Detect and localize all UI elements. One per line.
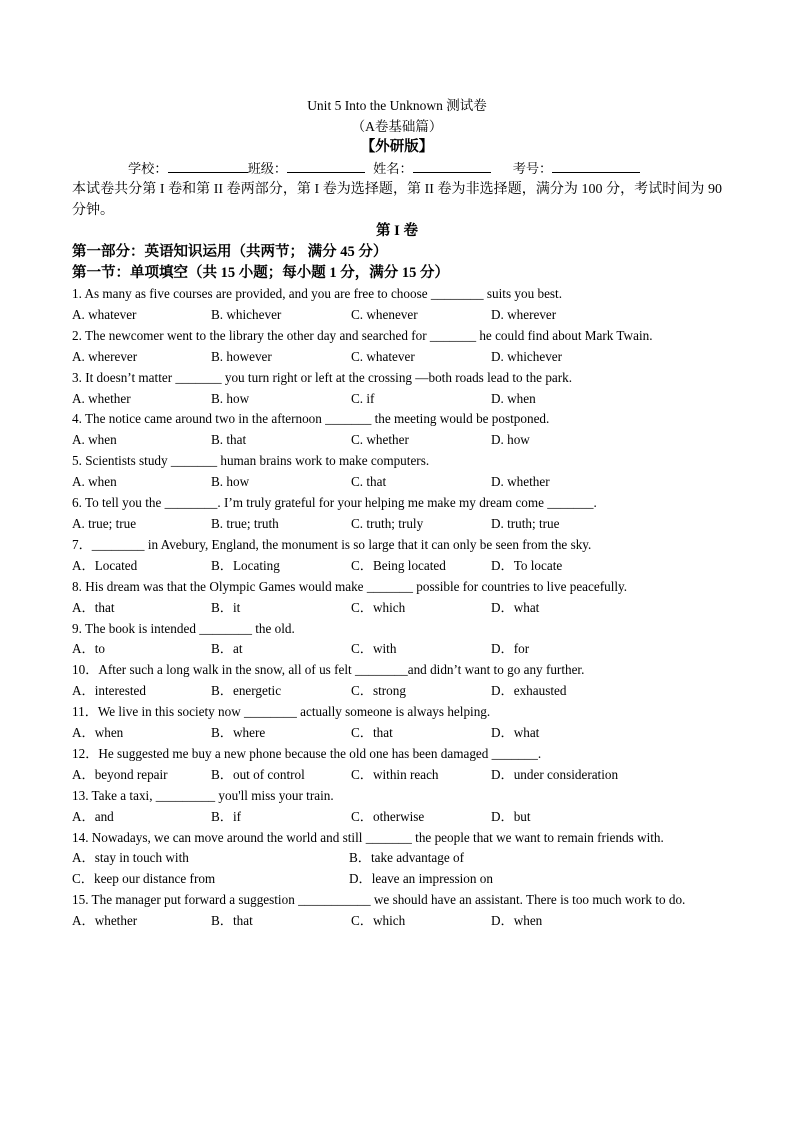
option[interactable]: D. truth; true bbox=[491, 515, 560, 531]
question-stem: 13. Take a taxi, _________ you'll miss your train. bbox=[72, 787, 334, 803]
question-options bbox=[72, 765, 722, 786]
question-options bbox=[72, 472, 722, 493]
question-stem: 6. To tell you the ________. I’m truly grateful for your helping me make my dream come _______. bbox=[72, 495, 597, 511]
option[interactable]: A．whether bbox=[72, 913, 138, 929]
question-options bbox=[72, 347, 722, 368]
class-label: 班级： bbox=[247, 161, 288, 176]
option[interactable]: C. whether bbox=[351, 432, 409, 448]
option[interactable]: A. when bbox=[72, 432, 117, 448]
option[interactable]: A．and bbox=[72, 808, 114, 824]
exam-number-label: 考号： bbox=[512, 161, 553, 176]
option[interactable]: D．for bbox=[491, 641, 530, 657]
option[interactable]: B．it bbox=[211, 599, 241, 615]
section-title: 第一节：单项填空（共 15 小题；每小题 1 分，满分 15 分） bbox=[72, 265, 449, 281]
question-stem: 12．He suggested me buy a new phone because the old one has been damaged _______. bbox=[72, 745, 542, 761]
question-options bbox=[72, 681, 722, 702]
option[interactable]: C. whatever bbox=[351, 348, 415, 364]
question-options bbox=[72, 598, 722, 619]
option[interactable]: C．keep our distance from bbox=[72, 871, 216, 887]
option[interactable]: B. true; truth bbox=[211, 515, 279, 531]
question-stem: 9. The book is intended ________ the old. bbox=[72, 620, 295, 636]
option[interactable]: D．under consideration bbox=[491, 766, 619, 782]
student-info-row bbox=[72, 158, 722, 179]
option[interactable]: D．when bbox=[491, 913, 543, 929]
option[interactable]: D．what bbox=[491, 599, 540, 615]
option[interactable]: C．within reach bbox=[351, 766, 439, 782]
option[interactable]: A. whatever bbox=[72, 306, 137, 322]
question-options bbox=[72, 514, 722, 535]
question-stem: 7．________ in Avebury, England, the monument is so large that it can only be seen from the sky. bbox=[72, 536, 592, 552]
option[interactable]: B. whichever bbox=[211, 306, 282, 322]
option[interactable]: C. truth; truly bbox=[351, 515, 424, 531]
option[interactable]: C．which bbox=[351, 913, 406, 929]
option[interactable]: B. how bbox=[211, 474, 250, 490]
name-label: 姓名： bbox=[373, 161, 413, 176]
option[interactable]: D. wherever bbox=[491, 306, 557, 322]
question-options bbox=[72, 911, 722, 932]
option[interactable]: A．when bbox=[72, 725, 124, 741]
option[interactable]: B．at bbox=[211, 641, 243, 657]
question-options bbox=[72, 848, 722, 890]
option[interactable]: D. how bbox=[491, 432, 530, 448]
option[interactable]: B．where bbox=[211, 725, 266, 741]
question-stem: 8. His dream was that the Olympic Games would make _______ possible for countries to live peacefully. bbox=[72, 578, 628, 594]
question-options bbox=[72, 430, 722, 451]
question-stem: 15. The manager put forward a suggestion ___________ we should have an assistant. There is too much work to do. bbox=[72, 892, 686, 908]
exam-subtitle: （A卷基础篇） bbox=[351, 119, 443, 134]
option[interactable]: D. whichever bbox=[491, 348, 563, 364]
option[interactable]: B．energetic bbox=[211, 683, 282, 699]
option[interactable]: A．beyond repair bbox=[72, 766, 168, 782]
question-stem: 11．We live in this society now ________ actually someone is always helping. bbox=[72, 704, 491, 720]
option[interactable]: A. true; true bbox=[72, 515, 137, 531]
exam-title: Unit 5 Into the Unknown 测试卷 bbox=[307, 98, 487, 113]
question-options bbox=[72, 305, 722, 326]
option[interactable]: D. when bbox=[491, 390, 536, 406]
question-stem: 1. As many as five courses are provided, and you are free to choose ________ suits you best. bbox=[72, 286, 563, 301]
option[interactable]: B. however bbox=[211, 348, 272, 364]
volume-title: 第 I 卷 bbox=[376, 223, 418, 239]
option[interactable]: A．to bbox=[72, 641, 105, 657]
question-stem: 3. It doesn’t matter _______ you turn right or left at the crossing —both roads lead to the park. bbox=[72, 369, 573, 385]
option[interactable]: C．Being located bbox=[351, 557, 446, 573]
option[interactable]: C．that bbox=[351, 725, 393, 741]
option[interactable]: B．Locating bbox=[211, 557, 280, 573]
question-stem: 2. The newcomer went to the library the other day and searched for _______ he could find about Mark Twain. bbox=[72, 327, 653, 343]
question-options bbox=[72, 556, 722, 577]
class-blank[interactable] bbox=[287, 159, 365, 173]
option[interactable]: B．out of control bbox=[211, 766, 305, 782]
option[interactable]: C. that bbox=[351, 474, 387, 490]
option[interactable]: A．Located bbox=[72, 557, 138, 573]
exam-page bbox=[72, 95, 722, 932]
question-stem: 4. The notice came around two in the afternoon _______ the meeting would be postponed. bbox=[72, 411, 550, 427]
option[interactable]: D．what bbox=[491, 725, 540, 741]
option[interactable]: B．take advantage of bbox=[349, 850, 464, 866]
edition-label: 【外研版】 bbox=[360, 139, 434, 155]
option[interactable]: D．exhausted bbox=[491, 683, 567, 699]
option[interactable]: A．interested bbox=[72, 683, 146, 699]
school-blank[interactable] bbox=[168, 159, 248, 173]
option[interactable]: B．that bbox=[211, 913, 253, 929]
option[interactable]: D．leave an impression on bbox=[349, 871, 493, 887]
option[interactable]: B．if bbox=[211, 808, 242, 824]
option[interactable]: D．To locate bbox=[491, 557, 563, 573]
option[interactable]: A. when bbox=[72, 474, 117, 490]
option[interactable]: C. whenever bbox=[351, 306, 418, 322]
option[interactable]: A．that bbox=[72, 599, 115, 615]
option[interactable]: A．stay in touch with bbox=[72, 850, 189, 866]
option[interactable]: A. whether bbox=[72, 390, 131, 406]
question-options bbox=[72, 723, 722, 744]
option[interactable]: C. if bbox=[351, 390, 375, 406]
question-stem: 10．After such a long walk in the snow, all of us felt ________and didn’t want to go any further. bbox=[72, 662, 585, 678]
exam-number-blank[interactable] bbox=[552, 159, 640, 173]
option[interactable]: A. wherever bbox=[72, 348, 138, 364]
option[interactable]: C．strong bbox=[351, 683, 406, 699]
option[interactable]: D. whether bbox=[491, 474, 550, 490]
question-options bbox=[72, 807, 722, 828]
option[interactable]: B. how bbox=[211, 390, 250, 406]
exam-intro: 本试卷共分第 I 卷和第 II 卷两部分，第 I 卷为选择题，第 II 卷为非选择题，满分为 100 分，考试时间为 90 分钟。 bbox=[72, 182, 722, 218]
part-title: 第一部分：英语知识运用（共两节； 满分 45 分） bbox=[72, 244, 388, 260]
question-options bbox=[72, 389, 722, 410]
option[interactable]: B. that bbox=[211, 432, 247, 448]
option[interactable]: C．otherwise bbox=[351, 808, 425, 824]
question-stem: 14. Nowadays, we can move around the world and still _______ the people that we want to remain friends with. bbox=[72, 829, 664, 845]
question-stem: 5. Scientists study _______ human brains work to make computers. bbox=[72, 453, 430, 469]
option[interactable]: D．but bbox=[491, 808, 531, 824]
option[interactable]: C．which bbox=[351, 599, 406, 615]
school-label: 学校： bbox=[128, 161, 168, 176]
name-blank[interactable] bbox=[413, 159, 491, 173]
question-options bbox=[72, 639, 722, 660]
option[interactable]: C．with bbox=[351, 641, 397, 657]
